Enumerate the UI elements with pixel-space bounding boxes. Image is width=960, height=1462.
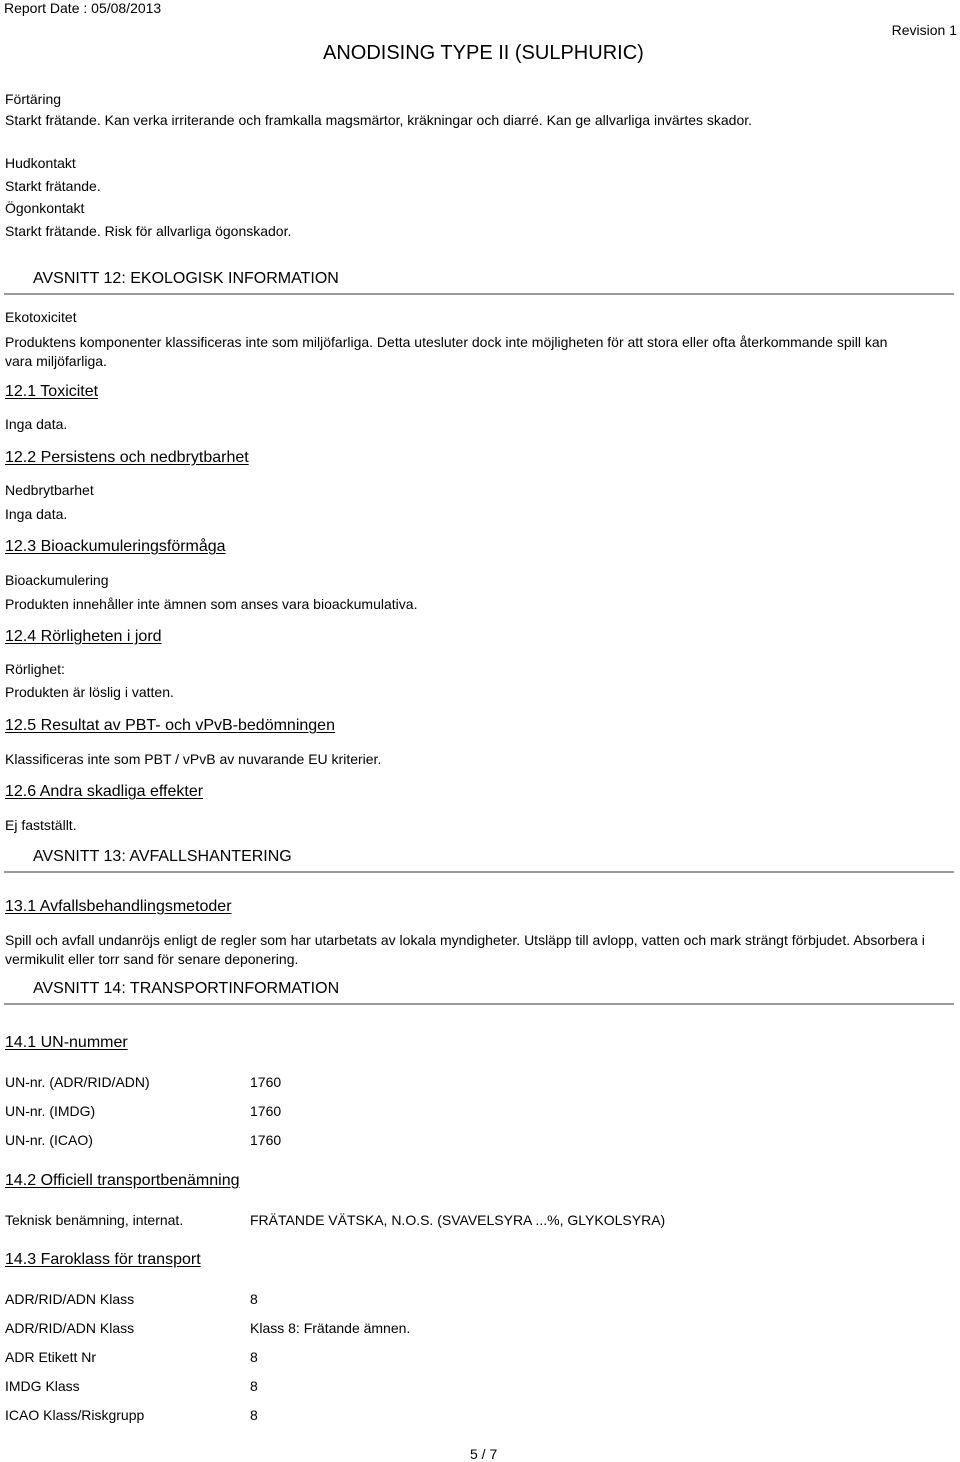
transport-class-value: 8 — [250, 1349, 258, 1365]
transport-class-label: ICAO Klass/Riskgrupp — [5, 1407, 145, 1423]
bioackumulering-label: Bioackumulering — [5, 572, 109, 588]
ogonkontakt-text: Starkt frätande. Risk för allvarliga ögonskador. — [5, 223, 292, 239]
transport-class-label: ADR/RID/ADN Klass — [5, 1320, 135, 1336]
rorlighet-label: Rörlighet: — [5, 661, 65, 677]
subsection-12-3-title: 12.3 Bioackumuleringsförmåga — [5, 538, 226, 555]
subsection-14-2-title: 14.2 Officiell transportbenämning — [5, 1172, 240, 1189]
section-14-title: AVSNITT 14: TRANSPORTINFORMATION — [33, 980, 340, 997]
subsection-14-3-title: 14.3 Faroklass för transport — [5, 1251, 201, 1268]
subsection-13-1-title: 13.1 Avfallsbehandlingsmetoder — [5, 898, 232, 915]
transport-class-label: IMDG Klass — [5, 1378, 80, 1394]
section-12-title: AVSNITT 12: EKOLOGISK INFORMATION — [33, 270, 339, 287]
fortaring-text: Starkt frätande. Kan verka irriterande och framkalla magsmärtor, kräkningar och diarré. Kan ge allvarliga invärtes skador. — [5, 112, 753, 128]
transport-class-label: ADR Etikett Nr — [5, 1349, 97, 1365]
subsection-14-1-title: 14.1 UN-nummer — [5, 1034, 128, 1051]
transport-class-value: 8 — [250, 1378, 258, 1394]
technical-name-label: Teknisk benämning, internat. — [5, 1212, 184, 1228]
technical-name-value: FRÄTANDE VÄTSKA, N.O.S. (SVAVELSYRA ...%, GLYKOLSYRA) — [250, 1212, 666, 1228]
subsection-12-6-text: Ej fastställt. — [5, 817, 77, 833]
revision-label: Revision 1 — [891, 22, 957, 38]
nedbrytbarhet-label: Nedbrytbarhet — [5, 482, 94, 498]
un-number-label: UN-nr. (ICAO) — [5, 1132, 93, 1148]
transport-class-label: ADR/RID/ADN Klass — [5, 1291, 135, 1307]
subsection-12-1-text: Inga data. — [5, 416, 68, 432]
transport-class-value: 8 — [250, 1407, 258, 1423]
subsection-12-3-text: Produkten innehåller inte ämnen som anses vara bioackumulativa. — [5, 596, 418, 612]
document-title: ANODISING TYPE II (SULPHURIC) — [323, 42, 644, 64]
transport-class-value: 8 — [250, 1291, 258, 1307]
un-number-label: UN-nr. (IMDG) — [5, 1103, 96, 1119]
un-number-value: 1760 — [250, 1103, 282, 1119]
subsection-12-5-text: Klassificeras inte som PBT / vPvB av nuvarande EU kriterier. — [5, 751, 382, 767]
ekotoxicitet-text: Produktens komponenter klassificeras inte som miljöfarliga. Detta utesluter dock inte möjligheten för att stora eller ofta återkommande spill kan vara miljöfarliga. — [5, 334, 888, 369]
subsection-12-2-text: Inga data. — [5, 506, 68, 522]
page-number: 5 / 7 — [470, 1446, 498, 1462]
report-date: Report Date : 05/08/2013 — [4, 0, 162, 16]
section-13-title: AVSNITT 13: AVFALLSHANTERING — [33, 848, 292, 865]
section-14-heading — [4, 980, 954, 1005]
ogonkontakt-label: Ögonkontakt — [5, 200, 85, 216]
subsection-12-5-title: 12.5 Resultat av PBT- och vPvB-bedömningen — [5, 717, 335, 734]
section-13-heading — [4, 848, 954, 873]
transport-class-value: Klass 8: Frätande ämnen. — [250, 1320, 411, 1336]
un-number-value: 1760 — [250, 1074, 282, 1090]
un-number-value: 1760 — [250, 1132, 282, 1148]
subsection-12-4-title: 12.4 Rörligheten i jord — [5, 628, 162, 645]
ekotoxicitet-label: Ekotoxicitet — [5, 309, 77, 325]
subsection-13-1-text: Spill och avfall undanröjs enligt de regler som har utarbetats av lokala myndigheter. Utsläpp till avlopp, vatten och mark strängt förbjudet. Absorbera i vermikulit eller torr sand för senare deponering. — [5, 932, 925, 967]
hudkontakt-label: Hudkontakt — [5, 155, 76, 171]
subsection-12-2-title: 12.2 Persistens och nedbrytbarhet — [5, 449, 249, 466]
hudkontakt-text: Starkt frätande. — [5, 178, 101, 194]
section-12-heading — [4, 270, 954, 295]
subsection-12-6-title: 12.6 Andra skadliga effekter — [5, 783, 204, 800]
un-number-label: UN-nr. (ADR/RID/ADN) — [5, 1074, 150, 1090]
subsection-12-4-text: Produkten är löslig i vatten. — [5, 684, 174, 700]
subsection-12-1-title: 12.1 Toxicitet — [5, 383, 99, 400]
fortaring-label: Förtäring — [5, 91, 62, 107]
